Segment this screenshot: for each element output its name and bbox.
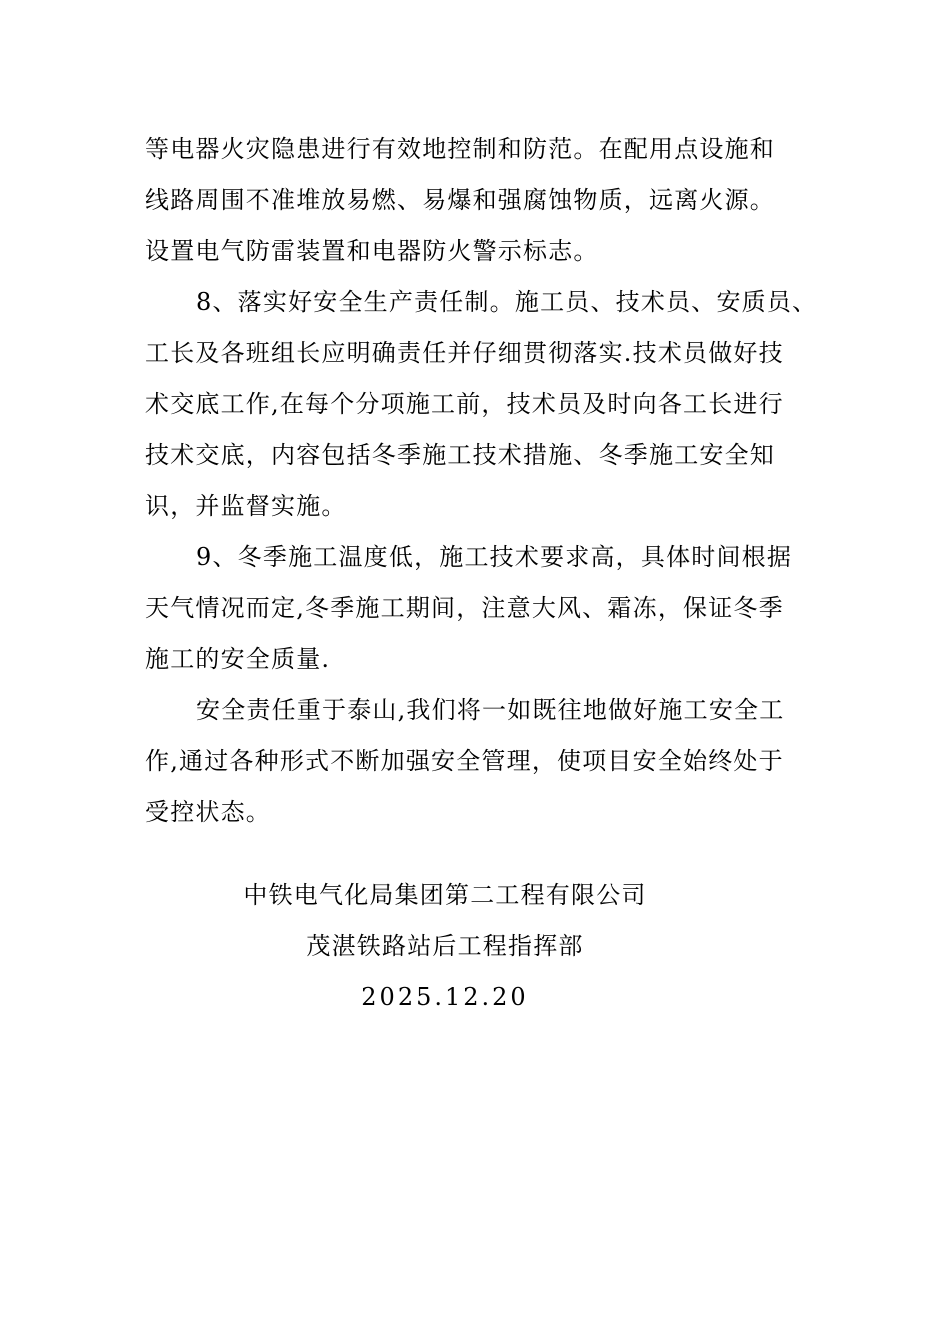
body-line: 线路周围不准堆放易燃、易爆和强腐蚀物质，远离火源。 (145, 186, 775, 214)
paragraph-8-start: 8、落实好安全生产责任制。施工员、技术员、安质员、 (196, 288, 818, 316)
body-line: 施工的安全质量. (145, 645, 331, 673)
body-line: 技术交底，内容包括冬季施工技术措施、冬季施工安全知 (145, 441, 775, 469)
signature-company: 中铁电气化局集团第二工程有限公司 (243, 881, 647, 909)
body-line: 天气情况而定,冬季施工期间，注意大风、霜冻，保证冬季 (145, 594, 784, 622)
closing-paragraph-start: 安全责任重于泰山,我们将一如既往地做好施工安全工 (196, 696, 785, 724)
body-line: 工长及各班组长应明确责任并仔细贯彻落实.技术员做好技 (145, 339, 784, 367)
signature-date: 2025.12.20 (361, 983, 529, 1011)
signature-department: 茂湛铁路站后工程指挥部 (306, 932, 584, 960)
signature-block (145, 870, 810, 1023)
body-line: 术交底工作,在每个分项施工前，技术员及时向各工长进行 (145, 390, 784, 418)
paragraph-9-start: 9、冬季施工温度低，施工技术要求高，具体时间根据 (196, 543, 793, 571)
body-line: 等电器火灾隐患进行有效地控制和防范。在配用点设施和 (145, 135, 775, 163)
document-body (145, 124, 818, 838)
body-line: 受控状态。 (145, 798, 271, 826)
body-line: 识，并监督实施。 (145, 492, 347, 520)
body-line: 设置电气防雷装置和电器防火警示标志。 (145, 237, 599, 265)
body-line: 作,通过各种形式不断加强安全管理，使项目安全始终处于 (145, 747, 784, 775)
